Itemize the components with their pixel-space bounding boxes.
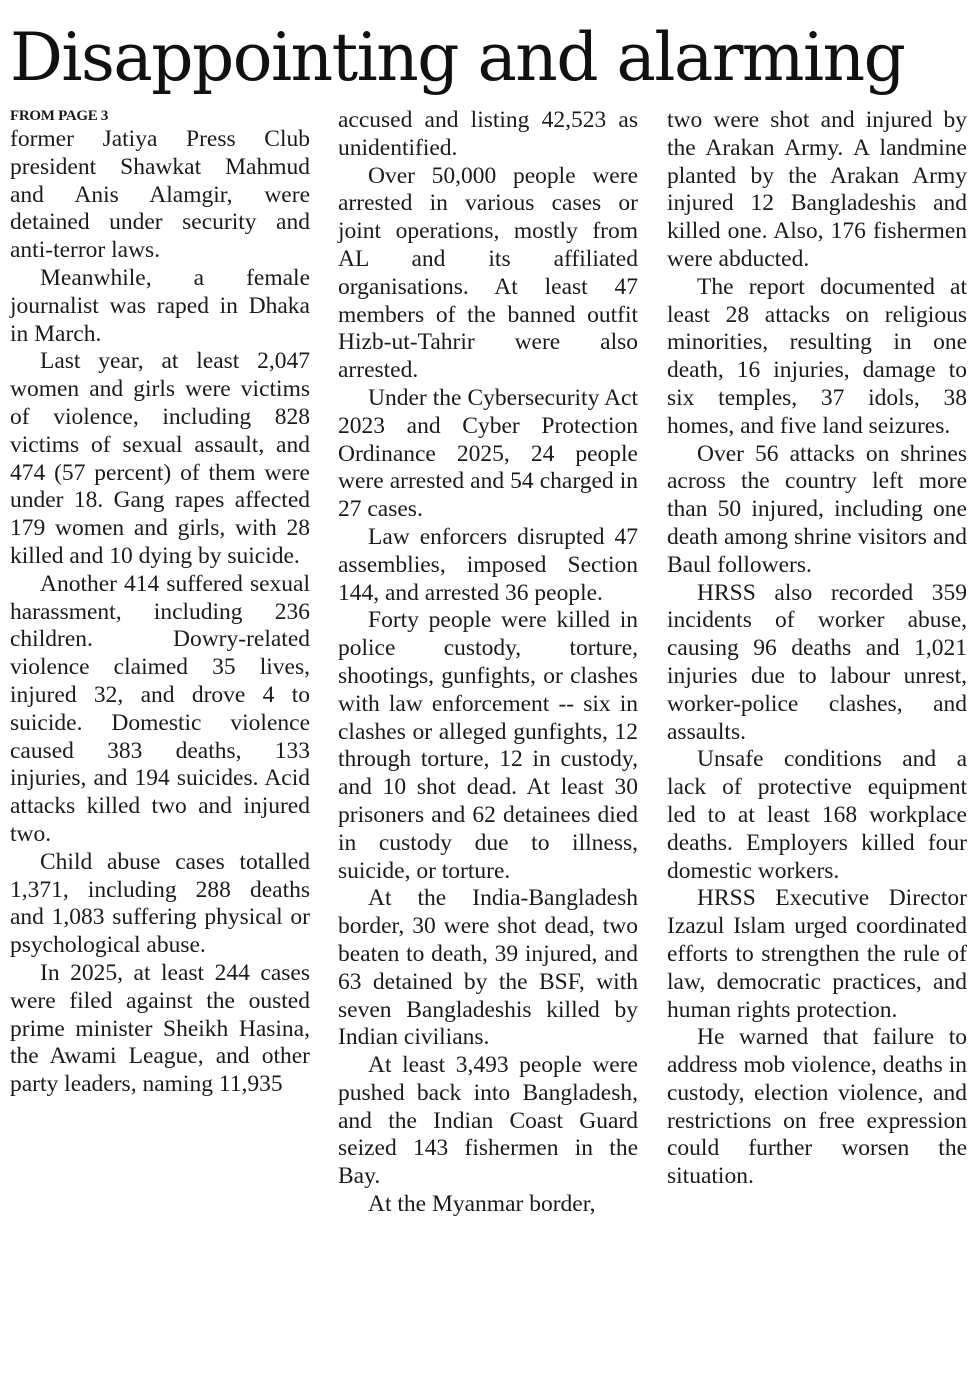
article-column-1 [10,106,310,1099]
article-headline: Disappointing and alarming [10,19,905,96]
article-paragraph: He warned that failure to address mob violence, deaths in custody, election violence, and restrictions on free expression could further worsen the situation. [667,1024,967,1190]
article-paragraph: Unsafe conditions and a lack of protective equipment led to at least 168 workplace deaths. Employers killed four domestic workers. [667,746,967,884]
article-paragraph: HRSS Executive Director Izazul Islam urged coordinated efforts to strengthen the rule of law, democratic practices, and human rights protection. [667,885,967,1023]
article-paragraph: Another 414 suffered sexual harassment, including 236 children. Dowry-related violence claimed 35 lives, injured 32, and drove 4 to suicide. Domestic violence caused 383 deaths, 133 injuries, and 194 suicides. Acid attacks killed two and injured two. [10,570,310,847]
jump-line: FROM PAGE 3 [10,108,109,124]
article-paragraph: At the Myanmar border, [368,1191,596,1218]
article-column-2 [338,107,638,1219]
article-paragraph: At least 3,493 people were pushed back into Bangladesh, and the Indian Coast Guard seized 143 fishermen in the Bay. [338,1052,638,1190]
article-paragraph: Last year, at least 2,047 women and girls were victims of violence, including 828 victims of sexual assault, and 474 (57 percent) of them were under 18. Gang rapes affected 179 women and girls, with 28 killed and 10 dying by suicide. [10,348,310,569]
article-paragraph: Under the Cybersecurity Act 2023 and Cyber Protection Ordinance 2025, 24 people were arrested and 54 charged in 27 cases. [338,384,638,523]
article-paragraph: HRSS also recorded 359 incidents of worker abuse, causing 96 deaths and 1,021 injuries due to labour unrest, worker-police clashes, and assaults. [667,579,967,745]
article-paragraph: former Jatiya Press Club president Shawkat Mahmud and Anis Alamgir, were detained under security and anti-terror laws. [10,126,310,264]
article-paragraph: Over 56 attacks on shrines across the country left more than 50 injured, including one death among shrine visitors and Baul followers. [667,440,967,578]
article-paragraph: The report documented at least 28 attacks on religious minorities, resulting in one death, 16 injuries, damage to six temples, 37 idols, 38 homes, and five land seizures. [667,273,967,439]
article-paragraph: Law enforcers disrupted 47 assemblies, imposed Section 144, and arrested 36 people. [338,523,638,606]
article-paragraph: accused and listing 42,523 as unidentified. [338,107,638,161]
article-paragraph: Forty people were killed in police custody, torture, shootings, gunfights, or clashes with law enforcement -- six in clashes or alleged gunfights, 12 through torture, 12 in custody, and 10 shot dead. At least 30 prisoners and 62 detainees died in custody due to illness, suicide, or torture. [338,607,638,884]
article-column-3 [667,107,967,1191]
article-paragraph: Meanwhile, a female journalist was raped in Dhaka in March. [10,264,310,347]
article-paragraph: Over 50,000 people were arrested in various cases or joint operations, mostly from AL and its affiliated organisations. At least 47 members of the banned outfit Hizb-ut-Tahrir were also arrested. [338,162,638,384]
article-paragraph: At the India-Bangladesh border, 30 were shot dead, two beaten to death, 39 injured, and 63 detained by the BSF, with seven Bangladeshis killed by Indian civilians. [338,885,638,1051]
article-paragraph: In 2025, at least 244 cases were filed against the ousted prime minister Sheikh Hasina, the Awami League, and other party leaders, naming 11,935 [10,959,310,1098]
article-paragraph: Child abuse cases totalled 1,371, including 288 deaths and 1,083 suffering physical or psychological abuse. [10,848,310,959]
article-paragraph: two were shot and injured by the Arakan Army. A landmine planted by the Arakan Army injured 12 Bangladeshis and killed one. Also, 176 fishermen were abducted. [667,107,967,272]
